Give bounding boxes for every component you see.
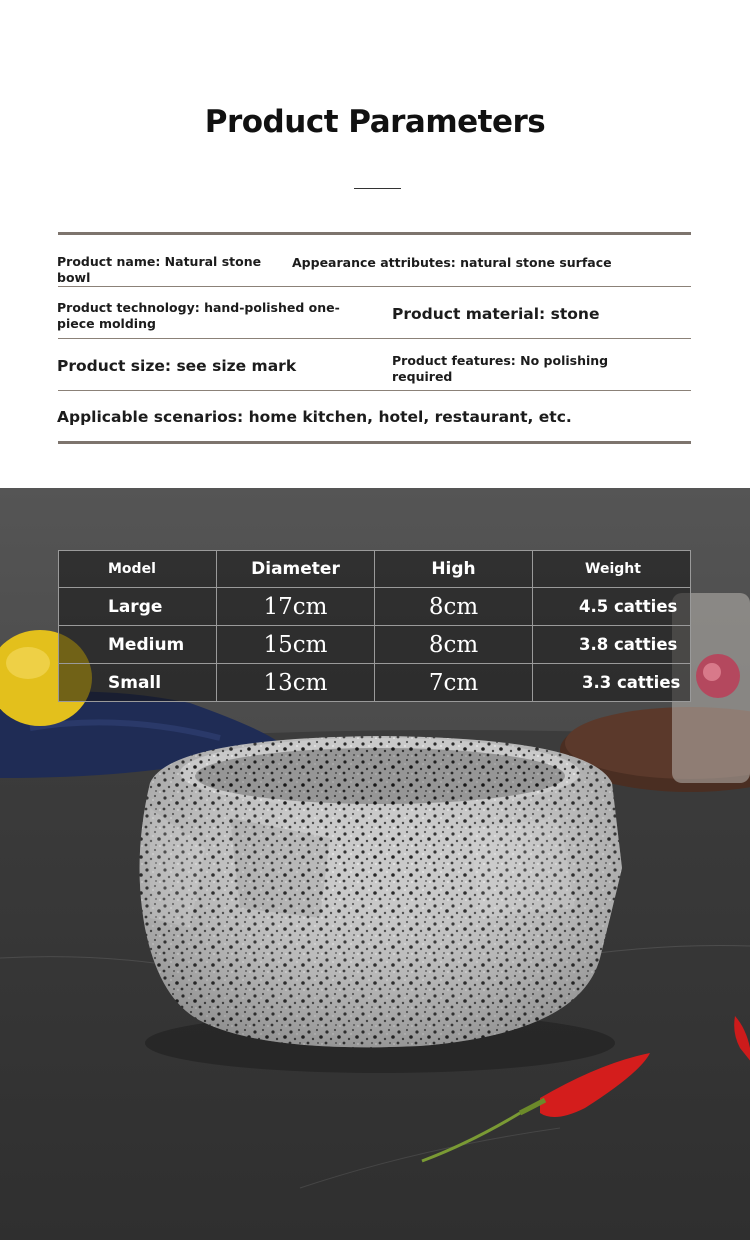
weight-cell: 3.3 catties [533,664,691,702]
spec-divider [58,390,691,391]
weight-cell: 4.5 catties [533,588,691,626]
column-header-weight: Weight [533,551,691,588]
page-title: Product Parameters [204,104,546,140]
spec-features: Product features: No polishing required [392,353,609,384]
size-table [58,550,691,702]
spec-top-border [58,232,691,235]
title-underline [354,188,401,189]
spec-technology: Product technology: hand-polished one-piece molding [57,300,340,331]
spec-divider [58,286,691,287]
spec-size: Product size: see size mark [57,357,297,375]
spec-bottom-border [58,441,691,444]
column-header-diameter: Diameter [217,551,375,588]
weight-cell: 3.8 catties [533,626,691,664]
diameter-cell: 17cm [217,588,375,626]
spec-divider [58,338,691,339]
column-header-model: Model [59,551,217,588]
table-row [59,588,691,626]
high-cell: 7cm [375,664,533,702]
size-table-header-row [59,551,691,588]
spec-scenarios: Applicable scenarios: home kitchen, hotel, restaurant, etc. [57,408,572,426]
high-cell: 8cm [375,588,533,626]
column-header-high: High [375,551,533,588]
model-cell: Large [59,588,217,626]
diameter-cell: 13cm [217,664,375,702]
high-cell: 8cm [375,626,533,664]
product-parameters-section [0,0,750,488]
table-row [59,664,691,702]
diameter-cell: 15cm [217,626,375,664]
spec-material: Product material: stone [392,305,600,323]
model-cell: Medium [59,626,217,664]
model-cell: Small [59,664,217,702]
spec-product-name: Product name: Natural stone bowl [57,254,262,285]
table-row [59,626,691,664]
spec-appearance: Appearance attributes: natural stone surface [292,255,612,270]
